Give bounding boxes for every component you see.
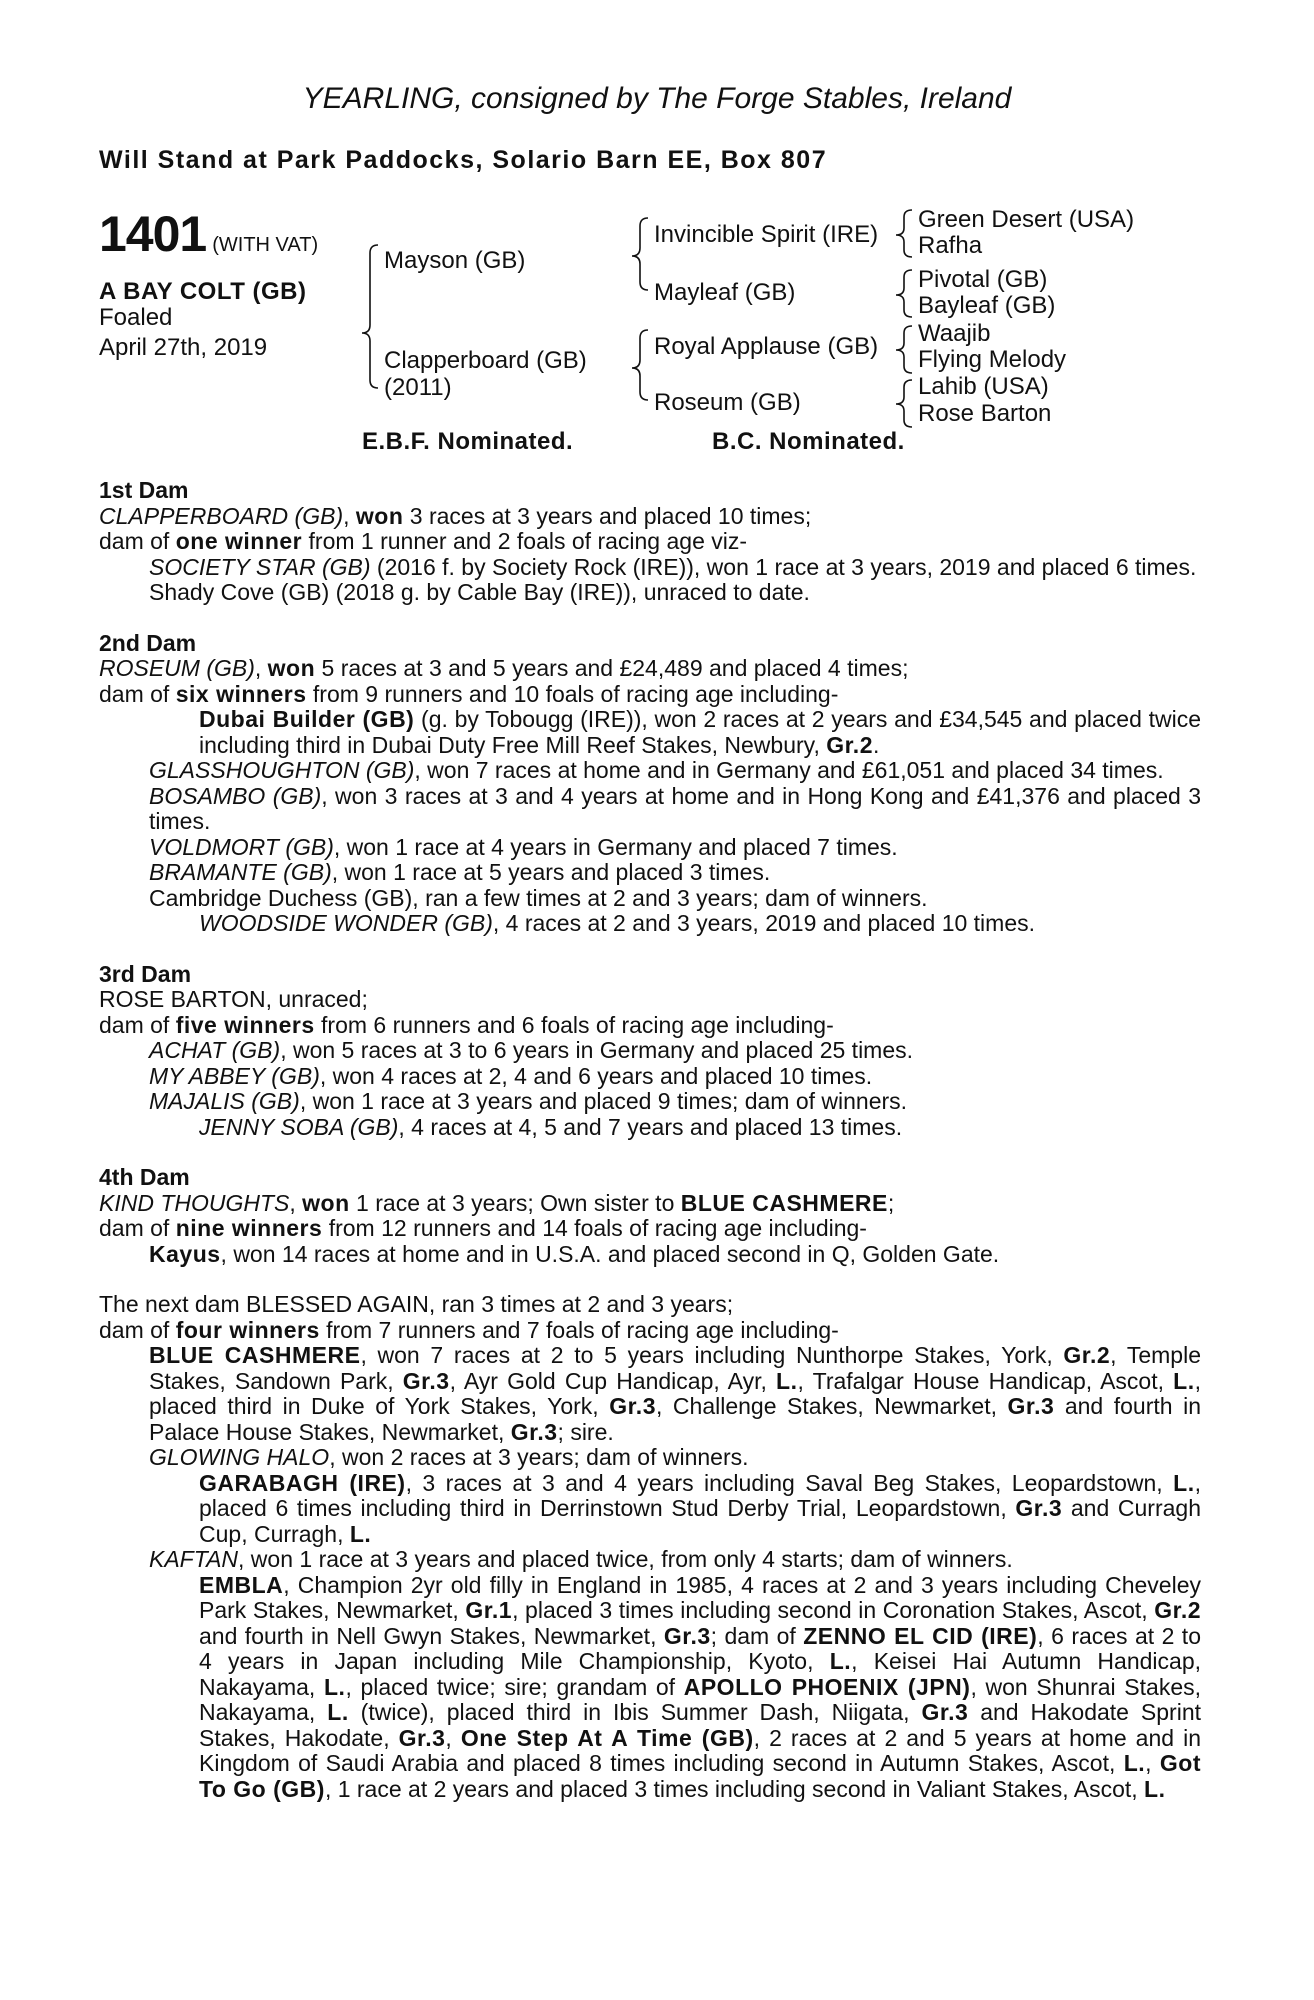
pedigree-text bbox=[99, 478, 1201, 1802]
progeny-entry: WOODSIDE WONDER (GB), 4 races at 2 and 3 years, 2019 and placed 10 times. bbox=[199, 910, 1036, 936]
next-dam-produce: dam of four winners from 7 runners and 7 foals of racing age including- bbox=[99, 1316, 839, 1343]
dam3-record: ROSE BARTON, unraced; bbox=[99, 986, 368, 1012]
consignor-heading: YEARLING, consigned by The Forge Stables, Ireland bbox=[302, 82, 1012, 115]
progeny-entry: BRAMANTE (GB), won 1 race at 5 years and placed 3 times. bbox=[149, 859, 771, 885]
dam-sire-dam: Flying Melody bbox=[918, 346, 1067, 373]
sire-sire-sire: Green Desert (USA) bbox=[918, 206, 1135, 233]
progeny-entry: MY ABBEY (GB), won 4 races at 2, 4 and 6 years and placed 10 times. bbox=[149, 1062, 873, 1089]
bracket-ss bbox=[896, 210, 912, 257]
stabling-location: Will Stand at Park Paddocks, Solario Barn EE, Box 807 bbox=[99, 146, 828, 174]
progeny-entry: MAJALIS (GB), won 1 race at 3 years and placed 9 times; dam of winners. bbox=[149, 1088, 908, 1114]
dam2-record: ROSEUM (GB), won 5 races at 3 and 5 years and £24,489 and placed 4 times; bbox=[99, 655, 909, 681]
dam4-heading: 4th Dam bbox=[99, 1164, 190, 1190]
dam-name: Clapperboard (GB) bbox=[384, 347, 587, 374]
progeny-entry: BOSAMBO (GB), won 3 races at 3 and 4 years at home and in Hong Kong and £41,376 and placed 3 times. bbox=[149, 782, 1202, 834]
progeny-entry: GLASSHOUGHTON (GB), won 7 races at home and in Germany and £61,051 and placed 34 times. bbox=[149, 757, 1164, 783]
bracket-sd bbox=[896, 270, 912, 317]
sire-dam-sire: Pivotal (GB) bbox=[918, 266, 1048, 293]
progeny-entry: EMBLA, Champion 2yr old filly in England in 1985, 4 races at 2 and 3 years including Cheveley Park Stakes, Newmarket, Gr.1, placed 3 times including second in Coronation Stakes, Ascot, Gr.2 and fourth in Nell Gwyn Stakes, Newmarket, Gr.3; dam of ZENNO EL CID (IRE), 6 races at 2 to 4 years in Japan including Mile Championship, Kyoto, L., Keisei Hai Autumn Handicap, Nakayama, L., placed twice; sire; grandam of APOLLO PHOENIX (JPN), won Shunrai Stakes, Nakayama, L. (twice), placed third in Ibis Summer Dash, Niigata, Gr.3 and Hakodate Sprint Stakes, Hakodate, Gr.3, One Step At A Time (GB), 2 races at 2 and 5 years at home and in Kingdom of Saudi Arabia and placed 8 times including second in Autumn Stakes, Ascot, L., Got To Go (GB), 1 race at 2 years and placed 3 times including second in Valiant Stakes, Ascot, L. bbox=[199, 1571, 1202, 1802]
dam-sire: Royal Applause (GB) bbox=[654, 333, 879, 360]
dam-dam: Roseum (GB) bbox=[654, 389, 801, 416]
progeny-entry: GLOWING HALO, won 2 races at 3 years; dam of winners. bbox=[149, 1444, 749, 1470]
sire-sire-dam: Rafha bbox=[918, 232, 983, 259]
sire-dam: Mayleaf (GB) bbox=[654, 279, 796, 306]
dam3-heading: 3rd Dam bbox=[99, 960, 192, 987]
progeny-entry: BLUE CASHMERE, won 7 races at 2 to 5 years including Nunthorpe Stakes, York, Gr.2, Temple Stakes, Sandown Park, Gr.3, Ayr Gold Cup Handicap, Ayr, L., Trafalgar House Handicap, Ascot, L., placed third in Duke of York Stakes, York, Gr.3, Challenge Stakes, Newmarket, Gr.3 and fourth in Palace House Stakes, Newmarket, Gr.3; sire. bbox=[149, 1342, 1202, 1445]
bracket-dam bbox=[632, 330, 648, 400]
dam3-produce: dam of five winners from 6 runners and 6 foals of racing age including- bbox=[99, 1011, 834, 1038]
progeny-entry: SOCIETY STAR (GB) (2016 f. by Society Rock (IRE)), won 1 race at 3 years, 2019 and placed 6 times. bbox=[149, 553, 1197, 580]
lot-number: 1401 bbox=[99, 206, 207, 262]
bracket-gen1 bbox=[362, 245, 378, 388]
progeny-entry: JENNY SOBA (GB), 4 races at 4, 5 and 7 years and placed 13 times. bbox=[199, 1113, 903, 1140]
progeny-entry: VOLDMORT (GB), won 1 race at 4 years in Germany and placed 7 times. bbox=[149, 833, 898, 860]
ebf-nomination: E.B.F. Nominated. bbox=[362, 428, 574, 455]
foaled-date: April 27th, 2019 bbox=[99, 334, 268, 361]
sire-dam-dam: Bayleaf (GB) bbox=[918, 292, 1056, 319]
sire-name: Mayson (GB) bbox=[384, 247, 526, 274]
dam4-record: KIND THOUGHTS, won 1 race at 3 years; Own sister to BLUE CASHMERE; bbox=[99, 1189, 895, 1216]
progeny-entry: Shady Cove (GB) (2018 g. by Cable Bay (IRE)), unraced to date. bbox=[149, 579, 810, 605]
foaled-label: Foaled bbox=[99, 304, 173, 331]
dam-dam-sire: Lahib (USA) bbox=[918, 373, 1049, 400]
dam-dam-dam: Rose Barton bbox=[918, 400, 1052, 427]
bracket-ds bbox=[896, 326, 912, 373]
bracket-dd bbox=[896, 380, 912, 427]
dam4-produce: dam of nine winners from 12 runners and 14 foals of racing age including- bbox=[99, 1215, 867, 1241]
vat-note: (WITH VAT) bbox=[212, 234, 319, 256]
dam-foaling-year: (2011) bbox=[384, 374, 452, 401]
progeny-entry: KAFTAN, won 1 race at 3 years and placed twice, from only 4 starts; dam of winners. bbox=[149, 1546, 1013, 1572]
bracket-sire bbox=[632, 218, 648, 290]
dam2-produce: dam of six winners from 9 runners and 10 foals of racing age including- bbox=[99, 680, 839, 707]
progeny-entry: Cambridge Duchess (GB), ran a few times at 2 and 3 years; dam of winners. bbox=[149, 884, 928, 911]
progeny-entry: GARABAGH (IRE), 3 races at 3 and 4 years including Saval Beg Stakes, Leopardstown, L., placed 6 times including third in Derrinstown Stud Derby Trial, Leopardstown, Gr.3 and Curragh Cup, Curragh, L. bbox=[199, 1469, 1201, 1547]
dam1-produce: dam of one winner from 1 runner and 2 foals of racing age viz- bbox=[99, 528, 748, 554]
progeny-entry: Dubai Builder (GB) (g. by Tobougg (IRE)), won 2 races at 2 years and £34,545 and placed twice including third in Dubai Duty Free Mill Reef Stakes, Newbury, Gr.2. bbox=[199, 706, 1201, 758]
dam1-record: CLAPPERBOARD (GB), won 3 races at 3 years and placed 10 times; bbox=[99, 502, 812, 529]
progeny-entry: Kayus, won 14 races at home and in U.S.A. and placed second in Q, Golden Gate. bbox=[149, 1240, 1000, 1267]
sire-sire: Invincible Spirit (IRE) bbox=[654, 221, 879, 248]
next-dam-record: The next dam BLESSED AGAIN, ran 3 times at 2 and 3 years; bbox=[99, 1291, 734, 1317]
dam2-heading: 2nd Dam bbox=[99, 629, 197, 656]
bc-nomination: B.C. Nominated. bbox=[712, 428, 905, 455]
dam-sire-sire: Waajib bbox=[918, 320, 991, 347]
dam1-heading: 1st Dam bbox=[99, 477, 189, 503]
horse-description: A BAY COLT (GB) bbox=[99, 278, 307, 305]
progeny-entry: ACHAT (GB), won 5 races at 3 to 6 years in Germany and placed 25 times. bbox=[149, 1037, 914, 1063]
